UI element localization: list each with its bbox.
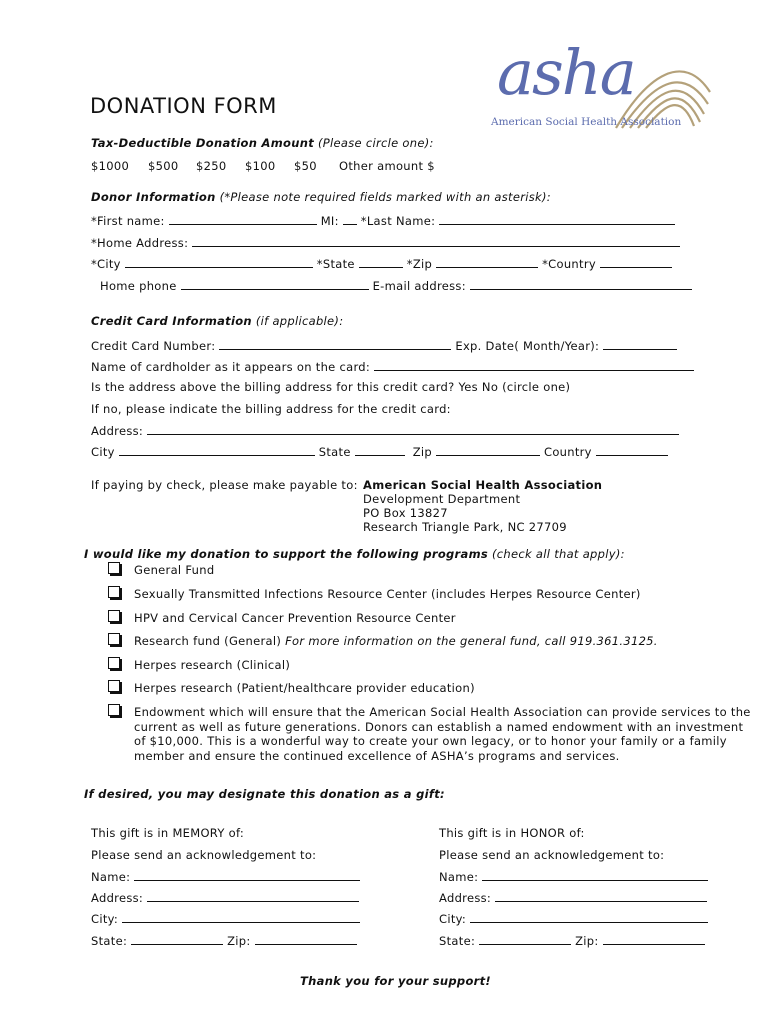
memory-zip-label: Zip: xyxy=(227,934,251,948)
check-city: Research Triangle Park, NC 27709 xyxy=(363,520,567,534)
honor-ack-label: Please send an acknowledgement to: xyxy=(439,848,665,862)
program-checkbox-herpes-clinical[interactable] xyxy=(108,657,120,669)
program-label-sti: Sexually Transmitted Infections Resource Center (includes Herpes Resource Center) xyxy=(134,587,641,601)
thank-you-text: Thank you for your support! xyxy=(300,974,491,988)
programs-heading-row xyxy=(84,547,625,561)
memory-city-field[interactable] xyxy=(122,911,360,923)
billing-address-row xyxy=(91,423,683,438)
amount-other[interactable]: Other amount $ xyxy=(339,159,435,173)
billing-zip-field[interactable] xyxy=(436,444,540,456)
memory-name-label: Name: xyxy=(91,870,131,884)
billing-address-label: Address: xyxy=(91,424,144,438)
memory-address-label: Address: xyxy=(91,891,144,905)
home-address-label: *Home Address: xyxy=(91,236,189,250)
billing-city-label: City xyxy=(91,445,115,459)
memory-city-label: City: xyxy=(91,912,119,926)
program-checkbox-hpv[interactable] xyxy=(108,610,120,622)
memory-state-field[interactable] xyxy=(131,933,223,945)
state-label: *State xyxy=(316,257,355,271)
donation-heading-row xyxy=(91,136,434,150)
last-name-label: *Last Name: xyxy=(360,214,436,228)
cardholder-field[interactable] xyxy=(374,359,694,371)
billing-prompt: If no, please indicate the billing address for the credit card: xyxy=(91,402,451,416)
programs-heading: I would like my donation to support the following programs xyxy=(84,547,489,561)
city-label: *City xyxy=(91,257,121,271)
donor-name-row xyxy=(91,213,679,228)
honor-state-label: State: xyxy=(439,934,476,948)
honor-city-field[interactable] xyxy=(470,911,708,923)
amount-50[interactable]: $50 xyxy=(294,159,317,173)
home-address-row xyxy=(91,235,684,250)
amount-250[interactable]: $250 xyxy=(196,159,227,173)
honor-city-row xyxy=(439,911,712,926)
email-field[interactable] xyxy=(470,278,692,290)
donation-heading: Tax-Deductible Donation Amount xyxy=(91,136,315,150)
logo-subtitle: American Social Health Association xyxy=(491,116,682,128)
program-checkbox-endowment[interactable] xyxy=(108,704,120,716)
memory-name-row xyxy=(91,869,364,884)
mi-label: MI: xyxy=(320,214,339,228)
mi-field[interactable] xyxy=(343,213,357,225)
endowment-line: member and ensure the continued excellence of ASHA’s programs and services. xyxy=(134,748,620,763)
check-label: If paying by check, please make payable to: xyxy=(91,478,358,492)
honor-city-label: City: xyxy=(439,912,467,926)
program-checkbox-research[interactable] xyxy=(108,633,120,645)
billing-country-field[interactable] xyxy=(596,444,668,456)
page-title: DONATION FORM xyxy=(90,94,277,118)
endowment-line: current as well as future generations. Donors can establish a named endowment with an investment xyxy=(134,719,744,734)
check-org: American Social Health Association xyxy=(363,478,603,492)
honor-name-label: Name: xyxy=(439,870,479,884)
memory-zip-field[interactable] xyxy=(255,933,357,945)
program-label-herpes-education: Herpes research (Patient/healthcare provider education) xyxy=(134,681,475,695)
billing-city-row xyxy=(91,444,672,459)
memory-address-field[interactable] xyxy=(147,890,359,902)
memory-state-row xyxy=(91,933,361,948)
program-checkbox-sti[interactable] xyxy=(108,586,120,598)
research-note: For more information on the general fund, call 919.361.3125. xyxy=(285,634,658,648)
program-research-row xyxy=(134,634,658,649)
memory-city-row xyxy=(91,911,364,926)
program-label-research: Research fund (General) xyxy=(134,634,286,648)
country-label: *Country xyxy=(542,257,596,271)
memory-name-field[interactable] xyxy=(134,869,360,881)
honor-zip-label: Zip: xyxy=(575,934,599,948)
billing-city-field[interactable] xyxy=(119,444,315,456)
billing-country-label: Country xyxy=(543,445,592,459)
card-number-row xyxy=(91,338,681,353)
programs-note: (check all that apply): xyxy=(488,547,625,561)
exp-date-label: Exp. Date( Month/Year): xyxy=(455,339,600,353)
gift-heading: If desired, you may designate this donation as a gift: xyxy=(84,787,445,801)
state-field[interactable] xyxy=(359,256,403,268)
honor-address-field[interactable] xyxy=(495,890,707,902)
amount-1000[interactable]: $1000 xyxy=(91,159,130,173)
program-endowment-text xyxy=(134,705,751,763)
first-name-label: *First name: xyxy=(91,214,165,228)
home-phone-label: Home phone xyxy=(100,279,177,293)
honor-zip-field[interactable] xyxy=(603,933,705,945)
donor-heading: Donor Information xyxy=(91,190,216,204)
amount-100[interactable]: $100 xyxy=(245,159,276,173)
billing-state-label: State xyxy=(318,445,351,459)
program-label-general: General Fund xyxy=(134,563,215,577)
honor-address-row xyxy=(439,890,711,905)
city-field[interactable] xyxy=(125,256,313,268)
check-dept: Development Department xyxy=(363,492,521,506)
phone-email-row xyxy=(100,278,696,293)
first-name-field[interactable] xyxy=(169,213,317,225)
donation-note: (Please circle one): xyxy=(314,136,434,150)
program-label-herpes-clinical: Herpes research (Clinical) xyxy=(134,658,291,672)
program-checkbox-general[interactable] xyxy=(108,562,120,574)
memory-label: This gift is in MEMORY of: xyxy=(91,826,245,840)
check-box: PO Box 13827 xyxy=(363,506,448,520)
last-name-field[interactable] xyxy=(439,213,675,225)
honor-name-field[interactable] xyxy=(482,869,708,881)
memory-address-row xyxy=(91,890,363,905)
donor-heading-row xyxy=(91,190,551,204)
donor-city-row xyxy=(91,256,676,271)
honor-state-field[interactable] xyxy=(479,933,571,945)
honor-state-row xyxy=(439,933,709,948)
logo-mark: asha xyxy=(497,36,635,109)
zip-label: *Zip xyxy=(406,257,433,271)
memory-state-label: State: xyxy=(91,934,128,948)
billing-zip-label: Zip xyxy=(412,445,432,459)
exp-date-field[interactable] xyxy=(603,338,677,350)
cardholder-label: Name of cardholder as it appears on the card: xyxy=(91,360,371,374)
card-number-label: Credit Card Number: xyxy=(91,339,216,353)
email-label: E-mail address: xyxy=(372,279,466,293)
billing-address-field[interactable] xyxy=(147,423,679,435)
honor-label: This gift is in HONOR of: xyxy=(439,826,585,840)
endowment-line: of $10,000. This is a wonderful way to create your own legacy, or to honor your family or a family xyxy=(134,734,727,748)
credit-note: (if applicable): xyxy=(251,314,344,328)
cardholder-row xyxy=(91,359,698,374)
zip-field[interactable] xyxy=(436,256,538,268)
home-address-field[interactable] xyxy=(192,235,680,247)
credit-heading: Credit Card Information xyxy=(91,314,252,328)
home-phone-field[interactable] xyxy=(181,278,369,290)
donor-note: (*Please note required fields marked with an asterisk): xyxy=(215,190,551,204)
honor-address-label: Address: xyxy=(439,891,492,905)
program-checkbox-herpes-education[interactable] xyxy=(108,680,120,692)
card-number-field[interactable] xyxy=(219,338,451,350)
endowment-line: Endowment which will ensure that the American Social Health Association can provide services to the xyxy=(134,705,751,719)
honor-name-row xyxy=(439,869,712,884)
amount-500[interactable]: $500 xyxy=(148,159,179,173)
memory-ack-label: Please send an acknowledgement to: xyxy=(91,848,317,862)
country-field[interactable] xyxy=(600,256,672,268)
credit-heading-row xyxy=(91,314,343,328)
billing-question: Is the address above the billing address for this credit card? Yes No (circle one) xyxy=(91,380,571,394)
program-label-hpv: HPV and Cervical Cancer Prevention Resource Center xyxy=(134,611,456,625)
billing-state-field[interactable] xyxy=(355,444,405,456)
